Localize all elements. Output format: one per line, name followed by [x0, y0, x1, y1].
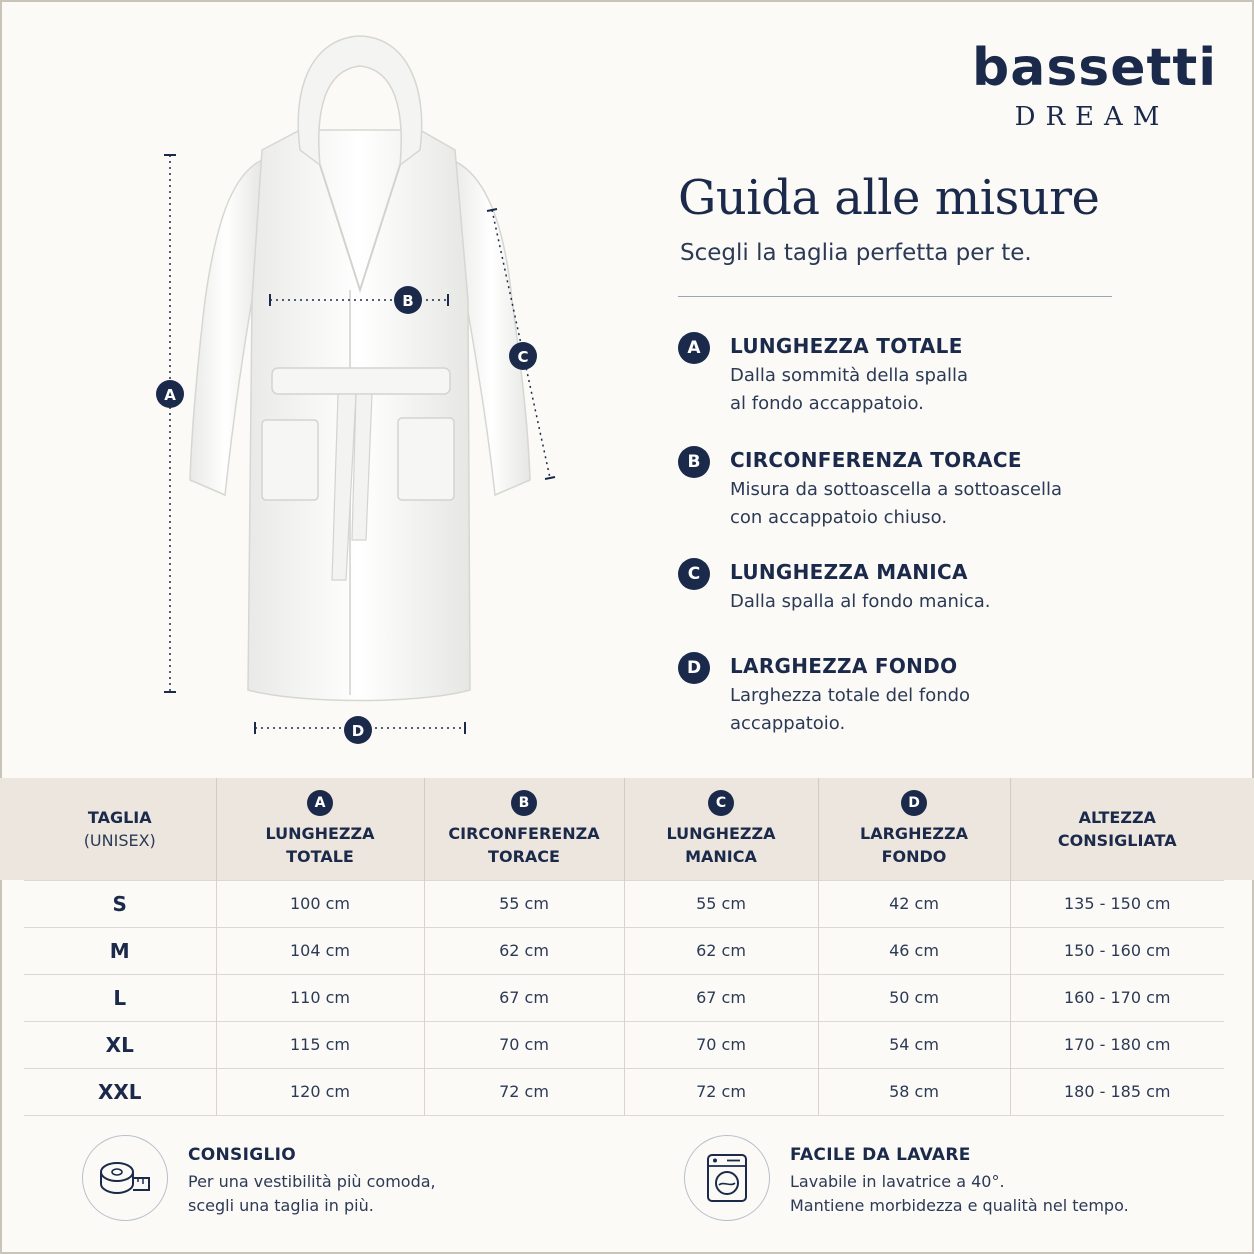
header-sublabel: (UNISEX): [83, 830, 156, 850]
brand-logo: [972, 38, 1218, 132]
header-label: FONDO: [881, 847, 947, 866]
legend-title: LUNGHEZZA MANICA: [730, 560, 968, 584]
header-label: LUNGHEZZA: [666, 824, 776, 843]
tip-line: scegli una taglia in più.: [188, 1196, 374, 1215]
size-cell: XL: [24, 1021, 216, 1068]
legend-title: LUNGHEZZA TOTALE: [730, 334, 963, 358]
page-subtitle: Scegli la taglia perfetta per te.: [680, 240, 1032, 266]
table-cell: 135 - 150 cm: [1010, 880, 1224, 927]
tip-text: [188, 1170, 588, 1218]
legend-line: al fondo accappatoio.: [730, 393, 924, 414]
table-cell: 58 cm: [818, 1068, 1010, 1115]
header-badge: C: [708, 790, 734, 816]
svg-text:D: D: [351, 722, 365, 740]
size-cell: M: [24, 927, 216, 974]
table-cell: 110 cm: [216, 974, 424, 1021]
header-label: MANICA: [685, 847, 757, 866]
legend-line: accappatoio.: [730, 713, 846, 734]
svg-text:B: B: [402, 292, 414, 310]
header-sleeve: [624, 778, 818, 880]
marker-b: [394, 286, 422, 314]
legend-title: CIRCONFERENZA TORACE: [730, 448, 1022, 472]
legend-badge: C: [678, 558, 710, 590]
header-badge: D: [901, 790, 927, 816]
legend-line: Dalla spalla al fondo manica.: [730, 591, 991, 612]
tip-line: Mantiene morbidezza e qualità nel tempo.: [790, 1196, 1129, 1215]
marker-d: [344, 716, 372, 744]
marker-a: [156, 380, 184, 408]
table-cell: 115 cm: [216, 1021, 424, 1068]
legend-line: Misura da sottoascella a sottoascella: [730, 479, 1062, 500]
brand-name: bassetti: [972, 38, 1218, 98]
table-cell: 55 cm: [424, 880, 624, 927]
table-row: [24, 1068, 1224, 1115]
header-label: CONSIGLIATA: [1057, 830, 1177, 850]
table-cell: 46 cm: [818, 927, 1010, 974]
size-cell: L: [24, 974, 216, 1021]
header-label: TOTALE: [286, 847, 354, 866]
table-cell: 54 cm: [818, 1021, 1010, 1068]
table-cell: 62 cm: [424, 927, 624, 974]
table-cell: 62 cm: [624, 927, 818, 974]
header-chest: [424, 778, 624, 880]
header-badge: A: [307, 790, 333, 816]
header-label: TORACE: [488, 847, 560, 866]
table-cell: 50 cm: [818, 974, 1010, 1021]
legend-badge: D: [678, 652, 710, 684]
header-label: ALTEZZA: [1078, 807, 1156, 827]
header-bottom-width: [818, 778, 1010, 880]
table-row: [24, 927, 1224, 974]
header-height: [1010, 778, 1224, 880]
brand-subname: DREAM: [1014, 102, 1170, 132]
header-divider: [678, 296, 1112, 297]
table-cell: 180 - 185 cm: [1010, 1068, 1224, 1115]
table-cell: 67 cm: [624, 974, 818, 1021]
bathrobe-illustration: [150, 30, 570, 750]
header-total-length: [216, 778, 424, 880]
tape-measure-icon: [82, 1135, 168, 1221]
table-cell: 42 cm: [818, 880, 1010, 927]
table-cell: 67 cm: [424, 974, 624, 1021]
legend-line: Larghezza totale del fondo: [730, 685, 971, 706]
legend-description: [730, 362, 1130, 418]
header-label: TAGLIA: [87, 807, 152, 827]
header-label: CIRCONFERENZA: [448, 824, 600, 843]
table-cell: 100 cm: [216, 880, 424, 927]
header-label: LARGHEZZA: [860, 824, 968, 843]
svg-text:A: A: [164, 386, 176, 404]
table-cell: 72 cm: [424, 1068, 624, 1115]
legend-badge: B: [678, 446, 710, 478]
washing-machine-icon: [684, 1135, 770, 1221]
marker-c: [509, 342, 537, 370]
table-cell: 120 cm: [216, 1068, 424, 1115]
legend-title: LARGHEZZA FONDO: [730, 654, 958, 678]
tip-line: Per una vestibilità più comoda,: [188, 1172, 436, 1191]
legend-description: [730, 476, 1130, 532]
size-table: [24, 778, 1224, 1116]
legend-description: [730, 682, 1130, 738]
header-badge: B: [511, 790, 537, 816]
table-cell: 104 cm: [216, 927, 424, 974]
legend-description: [730, 588, 1130, 616]
legend-line: con accappatoio chiuso.: [730, 507, 948, 528]
table-row: [24, 974, 1224, 1021]
size-cell: S: [24, 880, 216, 927]
table-cell: 70 cm: [424, 1021, 624, 1068]
header-size: [24, 778, 216, 880]
table-cell: 70 cm: [624, 1021, 818, 1068]
table-cell: 55 cm: [624, 880, 818, 927]
size-cell: XXL: [24, 1068, 216, 1115]
table-row: [24, 880, 1224, 927]
tip-text: [790, 1170, 1230, 1218]
table-cell: 150 - 160 cm: [1010, 927, 1224, 974]
legend-badge: A: [678, 332, 710, 364]
table-cell: 72 cm: [624, 1068, 818, 1115]
tip-line: Lavabile in lavatrice a 40°.: [790, 1172, 1005, 1191]
table-row: [24, 1021, 1224, 1068]
header-label: LUNGHEZZA: [265, 824, 375, 843]
tip-title: FACILE DA LAVARE: [790, 1145, 971, 1165]
measure-a-line: [164, 155, 176, 692]
page-title: Guida alle misure: [678, 170, 1100, 226]
tip-title: CONSIGLIO: [188, 1145, 296, 1165]
table-cell: 160 - 170 cm: [1010, 974, 1224, 1021]
legend-line: Dalla sommità della spalla: [730, 365, 969, 386]
svg-text:C: C: [517, 348, 529, 366]
table-cell: 170 - 180 cm: [1010, 1021, 1224, 1068]
